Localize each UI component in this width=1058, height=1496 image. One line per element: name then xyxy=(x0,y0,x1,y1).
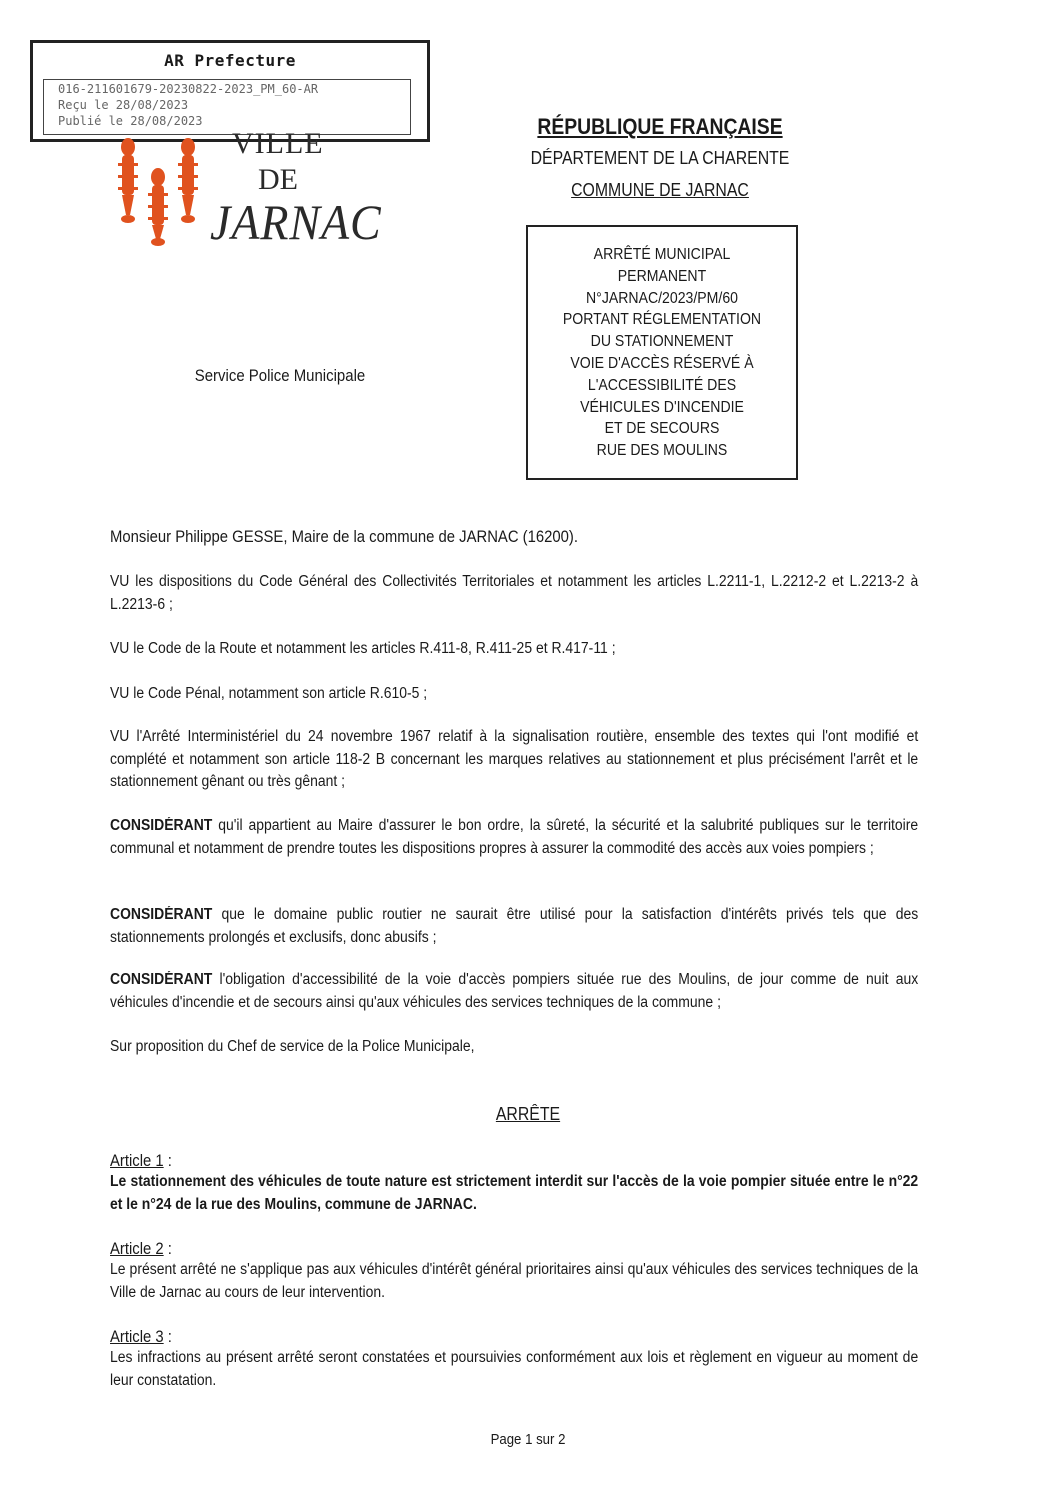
article-title: Article 1 xyxy=(110,1152,164,1170)
arrete-box-line: ET DE SECOURS xyxy=(604,420,720,438)
considerant-3 xyxy=(110,969,918,1014)
considerant-text: qu'il appartient au Maire d'assurer le bon ordre, la sûreté, la sécurité et la salubrité publiques sur le territoire communal et notamment de prendre toutes les dispositions propres à assurer la commodité des accès aux voies pompiers ; xyxy=(110,817,919,857)
considerant-text: l'obligation d'accessibilité de la voie d'accès pompiers située rue des Moulins, de jour comme de nuit aux véhicules d'incendie et de secours ainsi qu'aux véhicules des services techniques de la commune ; xyxy=(110,971,919,1011)
arrete-box-line: L'ACCESSIBILITÉ DES xyxy=(587,376,737,394)
vu-arrete-interministeriel: VU l'Arrêté Interministériel du 24 novembre 1967 relatif à la signalisation routière, ensemble des textes qui l'ont modifié et complété et notamment son article 118-2 B concernant les marques relatives au stationnement et plus précisément l'arrêt et le stationnement gênant ou très gênant ; xyxy=(110,728,919,790)
republique-francaise: RÉPUBLIQUE FRANÇAISE xyxy=(537,114,783,139)
stamp-title: AR Prefecture xyxy=(164,51,296,70)
article-title: Article 3 xyxy=(110,1328,164,1346)
article-title-suffix: : xyxy=(163,1328,172,1346)
arrete-box-line: VÉHICULES D'INCENDIE xyxy=(580,398,744,416)
commune: COMMUNE DE JARNAC xyxy=(571,180,749,200)
arrete-box-line: VOIE D'ACCÈS RÉSERVÉ À xyxy=(570,354,754,372)
stamp-published-date: Publié le 28/08/2023 xyxy=(58,114,203,128)
article-1-heading xyxy=(110,1150,918,1173)
arrete-box-line: RUE DES MOULINS xyxy=(596,442,728,460)
considerant-keyword: CONSIDÉRANT xyxy=(110,906,213,923)
considerant-2 xyxy=(110,904,918,949)
vu-cgct: VU les dispositions du Code Général des Collectivités Territoriales et notamment les articles L.2211-1, L.2212-2 et L.2213-2 à L.2213-6 ; xyxy=(110,573,919,613)
maire-statement: Monsieur Philippe GESSE, Maire de la commune de JARNAC (16200). xyxy=(110,528,578,546)
article-title: Article 2 xyxy=(110,1240,164,1258)
arrete-box-line: PERMANENT xyxy=(617,267,707,285)
page-number: Page 1 sur 2 xyxy=(490,1431,566,1448)
article-3-text: Les infractions au présent arrêté seront constatées et poursuivies conformément aux lois et règlement en vigueur au moment de leur constatation. xyxy=(110,1349,919,1389)
article-title-suffix: : xyxy=(163,1152,172,1170)
arrete-box-line: DU STATIONNEMENT xyxy=(590,333,734,351)
stamp-reference: 016-211601679-20230822-2023_PM_60-AR xyxy=(58,82,319,96)
logo-jarnac: JARNAC xyxy=(210,194,382,250)
vu-code-route: VU le Code de la Route et notamment les articles R.411-8, R.411-25 et R.417-11 ; xyxy=(110,640,616,657)
article-2-heading xyxy=(110,1238,918,1261)
arrete-title-box xyxy=(526,225,798,480)
considerant-keyword: CONSIDÉRANT xyxy=(110,971,213,988)
vu-code-penal: VU le Code Pénal, notamment son article R.610-5 ; xyxy=(110,685,428,702)
arrete-box-line: PORTANT RÉGLEMENTATION xyxy=(562,311,762,329)
service-police-municipale: Service Police Municipale xyxy=(194,366,366,385)
article-3-heading xyxy=(110,1326,918,1349)
logo-de: DE xyxy=(258,163,298,196)
logo-figures-icon xyxy=(110,135,210,250)
considerant-keyword: CONSIDÉRANT xyxy=(110,817,213,834)
departement: DÉPARTEMENT DE LA CHARENTE xyxy=(530,148,790,168)
considerant-text: que le domaine public routier ne saurait être utilisé pour la satisfaction d'intérêts privés tels que des stationnements prolongés et exclusifs, donc abusifs ; xyxy=(110,906,919,946)
arrete-box-line: ARRÊTÉ MUNICIPAL xyxy=(593,246,731,263)
arrete-heading: ARRÊTE xyxy=(495,1104,561,1124)
ville-de-jarnac-logo xyxy=(110,125,380,265)
proposition: Sur proposition du Chef de service de la Police Municipale, xyxy=(110,1038,475,1055)
stamp-received-date: Reçu le 28/08/2023 xyxy=(58,98,189,112)
considerant-1 xyxy=(110,815,918,860)
article-1-text: Le stationnement des véhicules de toute nature est strictement interdit sur l'accès de la voie pompier située entre le n°22 et le n°24 de la rue des Moulins, commune de JARNAC. xyxy=(110,1173,919,1213)
article-title-suffix: : xyxy=(163,1240,172,1258)
logo-ville: VILLE xyxy=(232,127,324,160)
article-2-text: Le présent arrêté ne s'applique pas aux véhicules d'intérêt général prioritaires ainsi qu'aux véhicules des services techniques de la Ville de Jarnac au cours de leur intervention. xyxy=(110,1261,919,1301)
arrete-box-line: N°JARNAC/2023/PM/60 xyxy=(586,289,738,307)
